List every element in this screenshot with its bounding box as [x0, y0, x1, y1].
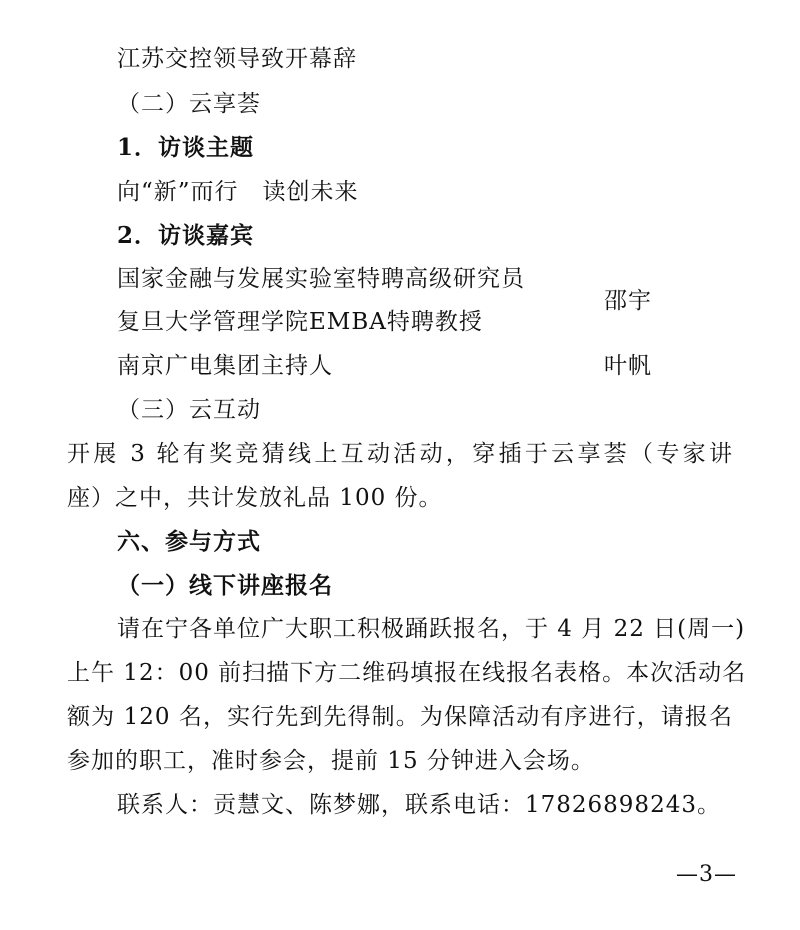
guest1-title-line1: 国家金融与发展实验室特聘高级研究员 — [117, 266, 525, 292]
interview-topic-heading: 1．访谈主题 — [117, 134, 255, 161]
registration-paragraph-line2: 上午 12：00 前扫描下方二维码填报在线报名表格。本次活动名 — [67, 660, 747, 686]
page-number: —3— — [676, 862, 737, 887]
guest1-title-line2: 复旦大学管理学院EMBA特聘教授 — [117, 309, 483, 335]
participation-method-heading: 六、参与方式 — [117, 528, 261, 555]
registration-paragraph-line1: 请在宁各单位广大职工积极踊跃报名，于 4 月 22 日(周一) — [117, 616, 746, 642]
registration-paragraph-line3: 额为 120 名，实行先到先得制。为保障活动有序进行，请报名 — [67, 704, 733, 730]
interaction-paragraph-line2: 座）之中，共计发放礼品 100 份。 — [67, 485, 443, 511]
interview-guests-heading: 2．访谈嘉宾 — [117, 222, 255, 249]
section-heading-yun-xiang-hui: （二）云享荟 — [117, 91, 261, 117]
guest1-name: 邵宇 — [604, 288, 652, 314]
section-heading-yun-hu-dong: （三）云互动 — [117, 397, 261, 423]
interview-topic: 向“新”而行 读创未来 — [117, 179, 359, 205]
contact-info: 联系人：贡慧文、陈梦娜，联系电话：17826898243。 — [117, 792, 721, 818]
interaction-paragraph-line1: 开展 3 轮有奖竞猜线上互动活动，穿插于云享荟（专家讲 — [67, 441, 733, 467]
guest2-name: 叶帆 — [604, 353, 652, 379]
guest2-title: 南京广电集团主持人 — [117, 353, 333, 379]
opening-speech-line: 江苏交控领导致开幕辞 — [117, 46, 357, 72]
registration-paragraph-line4: 参加的职工，准时参会，提前 15 分钟进入会场。 — [67, 748, 595, 774]
offline-registration-heading: （一）线下讲座报名 — [117, 572, 333, 599]
